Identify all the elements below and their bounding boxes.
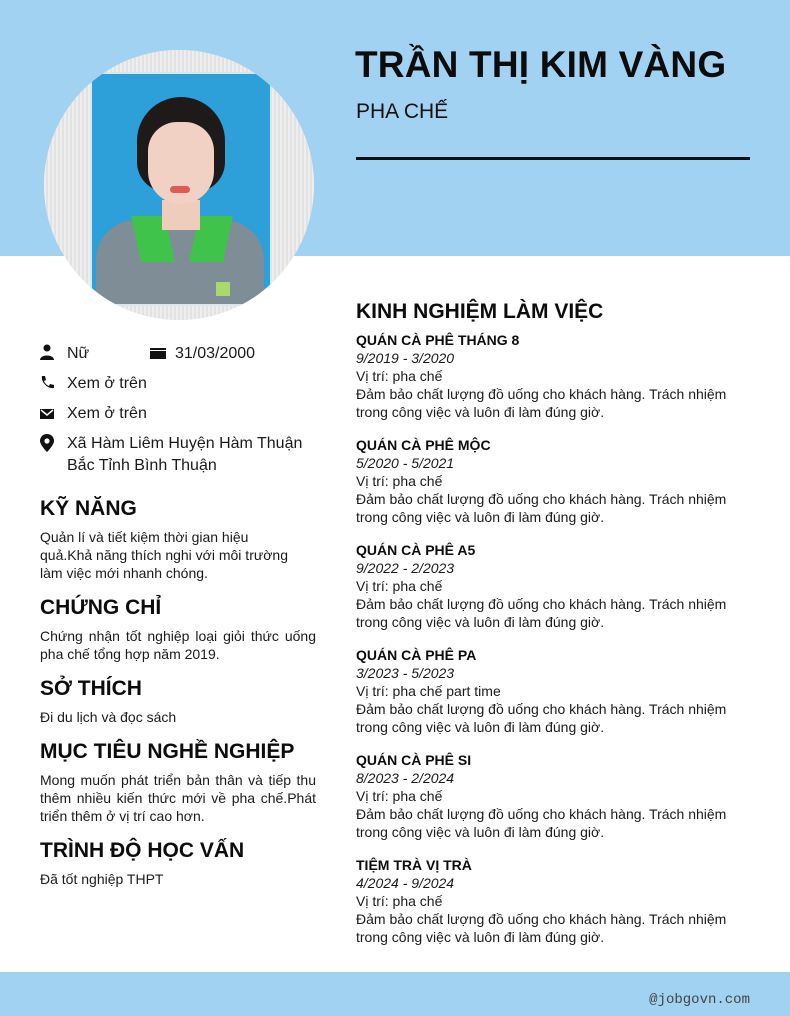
footer-watermark: @jobgovn.com — [649, 992, 750, 1008]
job-company: QUÁN CÀ PHÊ THÁNG 8 — [356, 332, 520, 348]
job-position: Vị trí: pha chế — [356, 368, 443, 384]
job-description: Đảm bảo chất lượng đồ uống cho khách hàng. Trách nhiệm trong công việc và luôn đi làm đúng giờ. — [356, 596, 727, 630]
address-line-1: Xã Hàm Liêm Huyện Hàm Thuận — [67, 435, 303, 452]
candidate-name: TRẦN THỊ KIM VÀNG — [355, 44, 727, 85]
job-description: Đảm bảo chất lượng đồ uống cho khách hàng. Trách nhiệm trong công việc và luôn đi làm đúng giờ. — [356, 806, 727, 840]
job-position: Vị trí: pha chế — [356, 893, 443, 909]
job-entry — [356, 646, 756, 736]
job-entry — [356, 856, 756, 946]
job-entry — [356, 436, 756, 526]
job-position: Vị trí: pha chế — [356, 473, 443, 489]
job-position: Vị trí: pha chế — [356, 578, 443, 594]
experience-title: KINH NGHIỆM LÀM VIỆC — [356, 300, 604, 323]
certificates-body: Chứng nhận tốt nghiệp loại giỏi thức uống pha chế tổng hợp năm 2019. — [40, 628, 316, 662]
objective-body: Mong muốn phát triển bản thân và tiếp thu thêm nhiều kiến thức mới về pha chế.Phát triển thêm ở vị trí cao hơn. — [40, 772, 316, 824]
email-value: Xem ở trên — [67, 405, 147, 422]
birthdate-value: 31/03/2000 — [175, 345, 256, 362]
job-position: Vị trí: pha chế — [356, 788, 443, 804]
hobbies-body: Đi du lịch và đọc sách — [40, 709, 177, 725]
certificates-title: CHỨNG CHỈ — [40, 596, 162, 619]
gender-value: Nữ — [67, 345, 90, 362]
job-period: 3/2023 - 5/2023 — [356, 665, 455, 681]
job-company: QUÁN CÀ PHÊ PA — [356, 647, 477, 663]
mail-icon — [40, 404, 54, 420]
phone-value: Xem ở trên — [67, 375, 147, 392]
hobbies-title: SỞ THÍCH — [40, 677, 142, 700]
user-icon — [40, 344, 54, 360]
skills-title: KỸ NĂNG — [40, 497, 137, 520]
education-body: Đã tốt nghiệp THPT — [40, 871, 164, 887]
job-description: Đảm bảo chất lượng đồ uống cho khách hàng. Trách nhiệm trong công việc và luôn đi làm đúng giờ. — [356, 911, 727, 945]
job-period: 9/2019 - 3/2020 — [356, 350, 455, 366]
job-position: Vị trí: pha chế part time — [356, 683, 501, 699]
job-company: QUÁN CÀ PHÊ A5 — [356, 542, 476, 558]
job-period: 5/2020 - 5/2021 — [356, 455, 455, 471]
calendar-icon — [150, 344, 166, 360]
address-line-2: Bắc Tỉnh Bình Thuận — [67, 457, 217, 474]
job-period: 9/2022 - 2/2023 — [356, 560, 455, 576]
objective-title: MỤC TIÊU NGHỀ NGHIỆP — [40, 740, 295, 763]
job-company: TIỆM TRÀ VỊ TRÀ — [356, 857, 472, 873]
candidate-role: PHA CHẾ — [356, 100, 449, 123]
location-pin-icon — [40, 434, 54, 452]
job-period: 4/2024 - 9/2024 — [356, 875, 455, 891]
job-company: QUÁN CÀ PHÊ SI — [356, 752, 472, 768]
skills-body: Quản lí và tiết kiệm thời gian hiệu quả.Khả năng thích nghi với môi trường làm việc mới nhanh chóng. — [40, 529, 288, 581]
education-title: TRÌNH ĐỘ HỌC VẤN — [40, 839, 245, 862]
job-company: QUÁN CÀ PHÊ MỘC — [356, 437, 491, 453]
phone-icon — [40, 374, 54, 390]
header-divider — [356, 157, 750, 160]
job-entry — [356, 751, 756, 841]
job-description: Đảm bảo chất lượng đồ uống cho khách hàng. Trách nhiệm trong công việc và luôn đi làm đúng giờ. — [356, 701, 727, 735]
job-description: Đảm bảo chất lượng đồ uống cho khách hàng. Trách nhiệm trong công việc và luôn đi làm đúng giờ. — [356, 491, 727, 525]
job-period: 8/2023 - 2/2024 — [356, 770, 455, 786]
profile-photo — [44, 50, 314, 320]
job-description: Đảm bảo chất lượng đồ uống cho khách hàng. Trách nhiệm trong công việc và luôn đi làm đúng giờ. — [356, 386, 727, 420]
job-entry — [356, 331, 756, 421]
job-entry — [356, 541, 756, 631]
